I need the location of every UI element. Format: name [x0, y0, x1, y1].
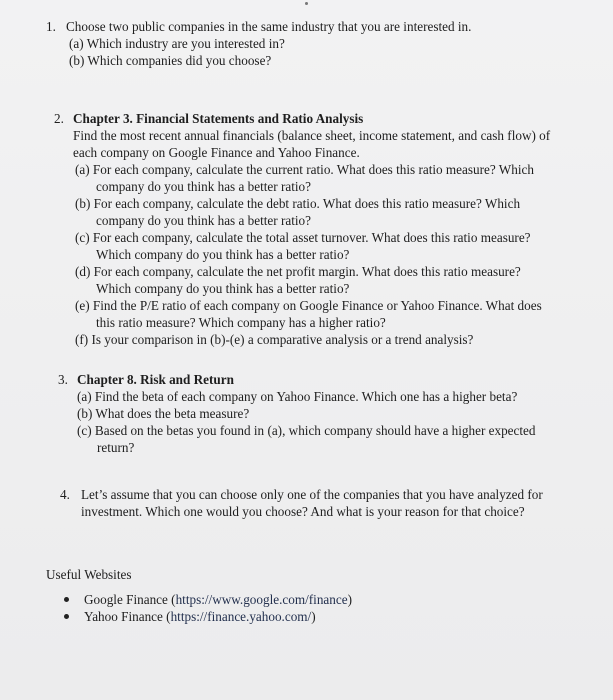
paren-close: ) [311, 609, 316, 624]
question-intro-line: each company on Google Finance and Yahoo Finance. [73, 145, 360, 160]
subquestion-b-cont: company do you think has a better ratio? [96, 213, 311, 228]
list-item [46, 591, 566, 608]
question-title: Chapter 3. Financial Statements and Ratio Analysis [73, 111, 364, 126]
subquestion-b: (b) Which companies did you choose? [69, 53, 272, 68]
subquestion-a: (a) Which industry are you interested in? [69, 36, 285, 51]
bullet-icon [64, 614, 69, 619]
question-number: 4. [60, 487, 70, 502]
subquestion-e-cont: this ratio measure? Which company has a higher ratio? [96, 315, 386, 330]
website-list [46, 591, 566, 625]
subquestion-f: (f) Is your comparison in (b)-(e) a comparative analysis or a trend analysis? [75, 332, 474, 347]
scan-dot [305, 2, 308, 5]
subquestion-b: (b) For each company, calculate the debt ratio. What does this ratio measure? Which [75, 196, 521, 211]
question-4 [62, 486, 572, 520]
yahoo-finance-link[interactable]: https://finance.yahoo.com/ [170, 609, 312, 624]
subquestion-a-cont: company do you think has a better ratio? [96, 179, 311, 194]
subquestion-c: (c) For each company, calculate the total asset turnover. What does this ratio measure? [75, 230, 531, 245]
question-number: 2. [54, 111, 64, 126]
subquestion-d-cont: Which company do you think has a better ratio? [96, 281, 350, 296]
question-2 [56, 110, 576, 348]
question-number: 3. [58, 372, 68, 387]
question-3 [60, 371, 570, 456]
question-text-cont: investment. Which one would you choose? And what is your reason for that choice? [81, 504, 525, 519]
paren-close: ) [347, 592, 352, 607]
question-text: Choose two public companies in the same industry that you are interested in. [66, 19, 472, 34]
google-finance-link[interactable]: https://www.google.com/finance [175, 592, 348, 607]
subquestion-c-cont: return? [97, 440, 135, 455]
question-number: 1. [46, 19, 56, 34]
useful-websites-heading: Useful Websites [46, 567, 132, 582]
question-1 [46, 18, 596, 69]
question-title: Chapter 8. Risk and Return [77, 372, 234, 387]
subquestion-b: (b) What does the beta measure? [77, 406, 250, 421]
question-intro-line: Find the most recent annual financials (balance sheet, income statement, and cash flow) of [73, 128, 551, 143]
website-name: Yahoo Finance ( [84, 609, 171, 624]
subquestion-c: (c) Based on the betas you found in (a), which company should have a higher expected [77, 423, 536, 438]
subquestion-d: (d) For each company, calculate the net profit margin. What does this ratio measure? [75, 264, 521, 279]
useful-websites [46, 566, 566, 625]
subquestion-a: (a) For each company, calculate the current ratio. What does this ratio measure? Which [75, 162, 534, 177]
subquestion-e: (e) Find the P/E ratio of each company on Google Finance or Yahoo Finance. What does [75, 298, 542, 313]
list-item [46, 608, 566, 625]
question-text: Let’s assume that you can choose only one of the companies that you have analyzed for [81, 487, 543, 502]
bullet-icon [64, 597, 69, 602]
subquestion-a: (a) Find the beta of each company on Yahoo Finance. Which one has a higher beta? [77, 389, 518, 404]
website-name: Google Finance ( [84, 592, 176, 607]
subquestion-c-cont: Which company do you think has a better ratio? [96, 247, 350, 262]
